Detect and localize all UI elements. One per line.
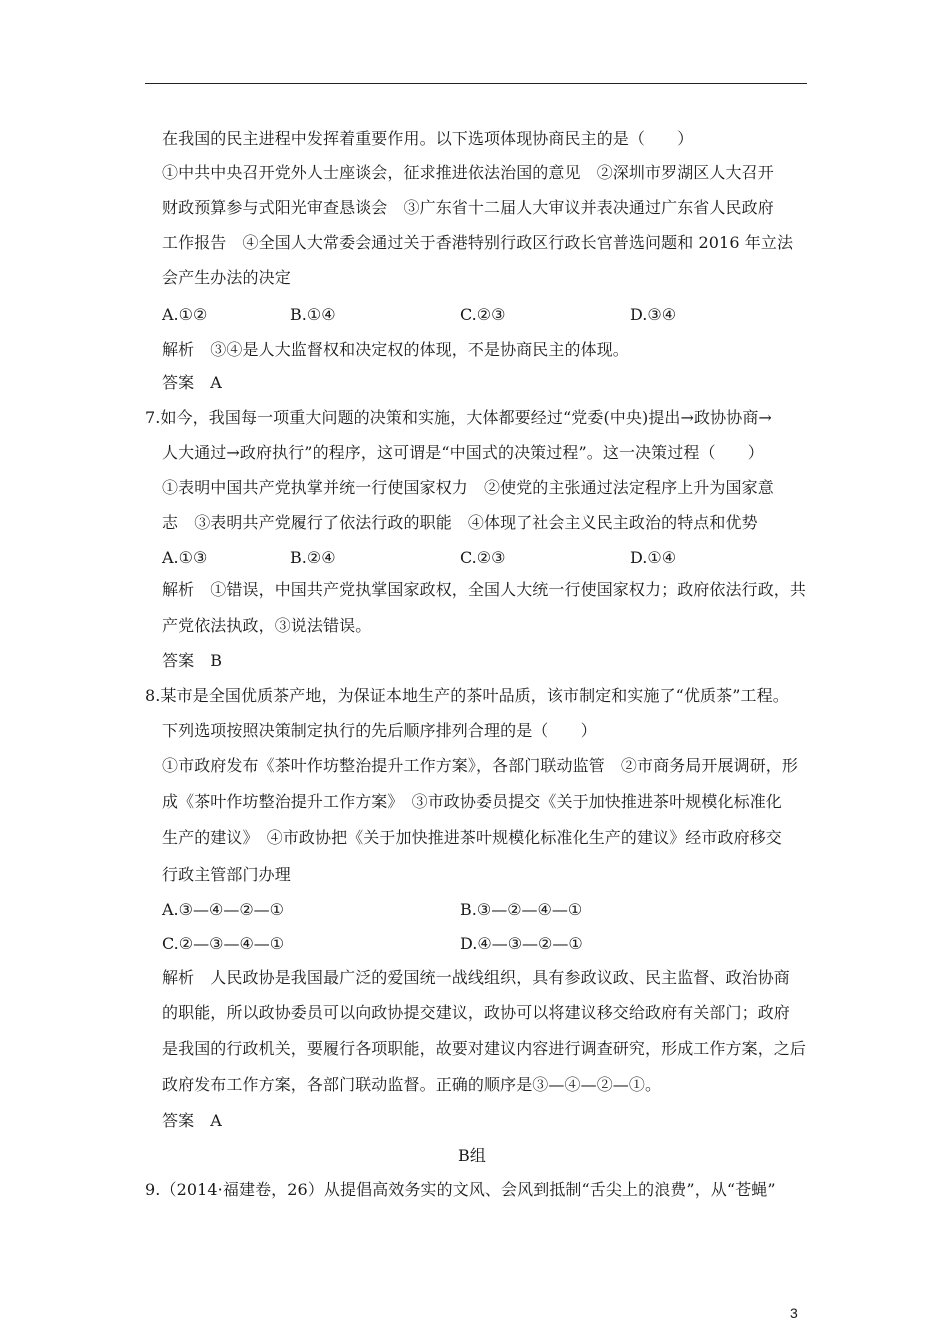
q8-line: ①市政府发布《茶叶作坊整治提升工作方案》，各部门联动监管 ②市商务局开展调研，形 <box>162 756 799 775</box>
q8-analysis-line: 解析 人民政协是我国最广泛的爱国统一战线组织，具有参政议政、民主监督、政治协商 <box>162 968 790 987</box>
q6-body-line: 会产生办法的决定 <box>162 268 291 287</box>
q7-line: 人大通过→政府执行”的程序，这可谓是“中国式的决策过程”。这一决策过程（ ） <box>162 443 764 462</box>
q6-option-c: C.②③ <box>460 305 506 324</box>
q7-line: 志 ③表明共产党履行了依法行政的职能 ④体现了社会主义民主政治的特点和优势 <box>162 513 758 532</box>
q6-option-b: B.①④ <box>290 305 336 324</box>
q6-option-d: D.③④ <box>630 305 677 324</box>
q9-line: 9.（2014·福建卷，26）从提倡高效务实的文风、会风到抵制“舌尖上的浪费”，从“苍蝇” <box>145 1180 776 1199</box>
q6-body-line: 财政预算参与式阳光审查恳谈会 ③广东省十二届人大审议并表决通过广东省人民政府 <box>162 198 774 217</box>
q6-body-line: 工作报告 ④全国人大常委会通过关于香港特别行政区行政长官普选问题和 2016 年立法 <box>162 233 794 252</box>
page-number: 3 <box>790 1305 798 1321</box>
q8-option-c: C.②—③—④—① <box>162 934 285 953</box>
q7-answer: 答案 B <box>162 651 223 670</box>
q7-option-a: A.①③ <box>162 548 208 567</box>
q8-option-d: D.④—③—②—① <box>460 934 583 953</box>
header-rule <box>145 83 807 84</box>
q8-option-b: B.③—②—④—① <box>460 900 583 919</box>
q6-analysis: 解析 ③④是人大监督权和决定权的体现，不是协商民主的体现。 <box>162 340 629 359</box>
q7-option-c: C.②③ <box>460 548 506 567</box>
q8-answer: 答案 A <box>162 1111 222 1130</box>
q6-body-line: ①中共中央召开党外人士座谈会，征求推进依法治国的意见 ②深圳市罗湖区人大召开 <box>162 163 774 182</box>
q8-option-a: A.③—④—②—① <box>162 900 285 919</box>
q7-analysis-line: 产党依法执政，③说法错误。 <box>162 616 372 635</box>
q6-answer: 答案 A <box>162 373 222 392</box>
q7-option-d: D.①④ <box>630 548 677 567</box>
q7-option-b: B.②④ <box>290 548 336 567</box>
q8-analysis-line: 的职能，所以政协委员可以向政协提交建议，政协可以将建议移交给政府有关部门；政府 <box>162 1003 790 1022</box>
q8-analysis-line: 是我国的行政机关，要履行各项职能，故要对建议内容进行调查研究，形成工作方案，之后 <box>162 1039 807 1058</box>
q6-option-a: A.①② <box>162 305 208 324</box>
q8-analysis-line: 政府发布工作方案，各部门联动监督。正确的顺序是③—④—②—①。 <box>162 1075 662 1094</box>
q8-line: 下列选项按照决策制定执行的先后顺序排列合理的是（ ） <box>162 721 597 740</box>
q7-analysis-line: 解析 ①错误，中国共产党执掌国家政权，全国人大统一行使国家权力；政府依法行政，共 <box>162 580 807 599</box>
q8-line: 成《茶叶作坊整治提升工作方案》 ③市政协委员提交《关于加快推进茶叶规模化标准化 <box>162 792 782 811</box>
q7-line: 7.如今，我国每一项重大问题的决策和实施，大体都要经过“党委(中央)提出→政协协商→ <box>145 408 772 427</box>
q8-line: 行政主管部门办理 <box>162 865 291 884</box>
q8-line: 生产的建议》 ④市政协把《关于加快推进茶叶规模化标准化生产的建议》经市政府移交 <box>162 828 782 847</box>
q6-stem: 在我国的民主进程中发挥着重要作用。以下选项体现协商民主的是（ ） <box>162 129 694 148</box>
q8-line: 8.某市是全国优质茶产地，为保证本地生产的茶叶品质，该市制定和实施了“优质茶”工程。 <box>145 686 789 705</box>
q7-line: ①表明中国共产党执掌并统一行使国家权力 ②使党的主张通过法定程序上升为国家意 <box>162 478 774 497</box>
section-title: B组 <box>458 1146 486 1165</box>
